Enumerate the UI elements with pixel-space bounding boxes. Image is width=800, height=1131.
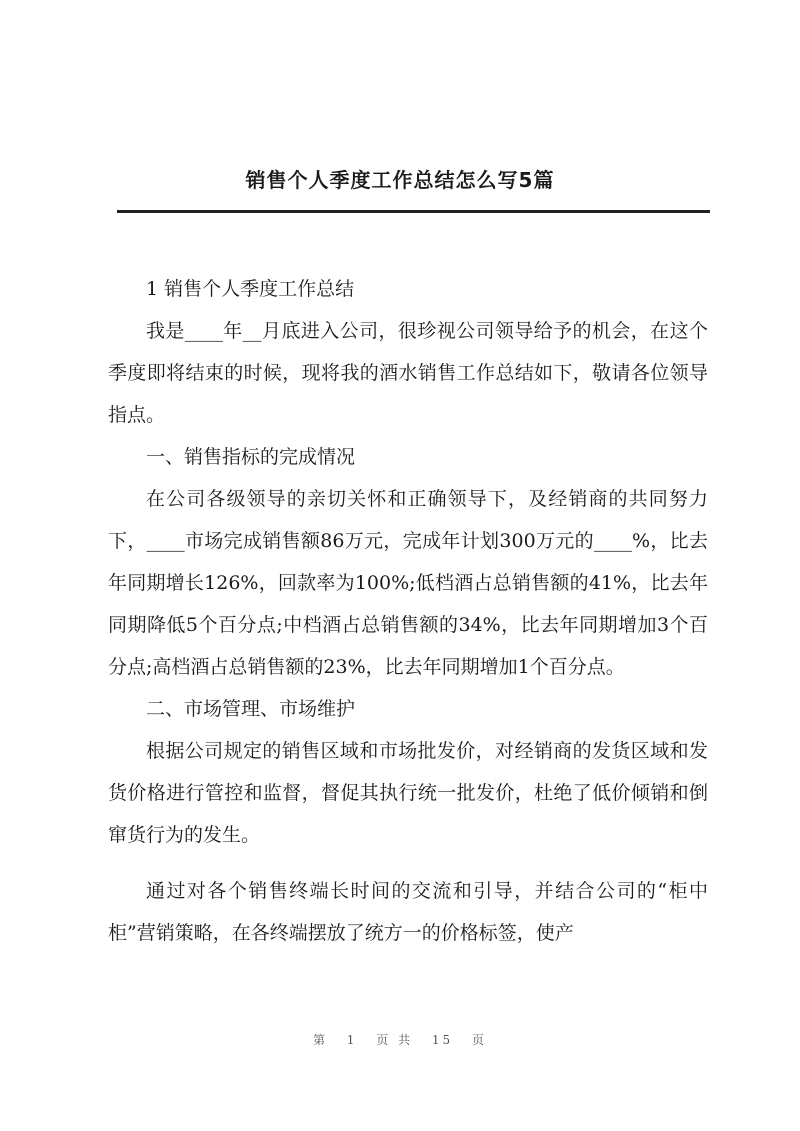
paragraph: 在公司各级领导的亲切关怀和正确领导下，及经销商的共同努力下，____市场完成销售额86万元，完成年计划300万元的____%，比去年同期增长126%，回款率为100%;低档酒占总销售额的41%，比去年同期降低5个百分点;中档酒占总销售额的34%，比去年同期增加3个百分点;高档酒占总销售额的23%，比去年同期增加1个百分点。 (108, 488, 708, 678)
document-body (108, 268, 708, 954)
paragraph: 我是____年__月底进入公司，很珍视公司领导给予的机会，在这个季度即将结束的时候，现将我的酒水销售工作总结如下，敬请各位领导指点。 (108, 320, 708, 426)
paragraph: 通过对各个销售终端长时间的交流和引导，并结合公司的“柜中柜”营销策略，在各终端摆放了统方一的价格标签，使产 (108, 880, 708, 944)
page-label-prefix: 第 (312, 1033, 328, 1047)
section-heading: 二、市场管理、市场维护 (146, 698, 356, 720)
page-label-middle: 页 共 (376, 1033, 414, 1047)
page-footer (0, 1031, 800, 1048)
current-page-number: 1 (346, 1033, 358, 1047)
title-divider (117, 210, 710, 213)
paragraph: 根据公司规定的销售区域和市场批发价，对经销商的发货区域和发货价格进行管控和监督，督促其执行统一批发价，杜绝了低价倾销和倒窜货行为的发生。 (108, 740, 708, 846)
page-label-suffix: 页 (472, 1033, 488, 1047)
section-heading: 1 销售个人季度工作总结 (146, 278, 355, 300)
section-heading: 一、销售指标的完成情况 (146, 446, 356, 468)
total-pages-number: 15 (431, 1033, 454, 1047)
document-title: 销售个人季度工作总结怎么写5篇 (245, 168, 555, 192)
